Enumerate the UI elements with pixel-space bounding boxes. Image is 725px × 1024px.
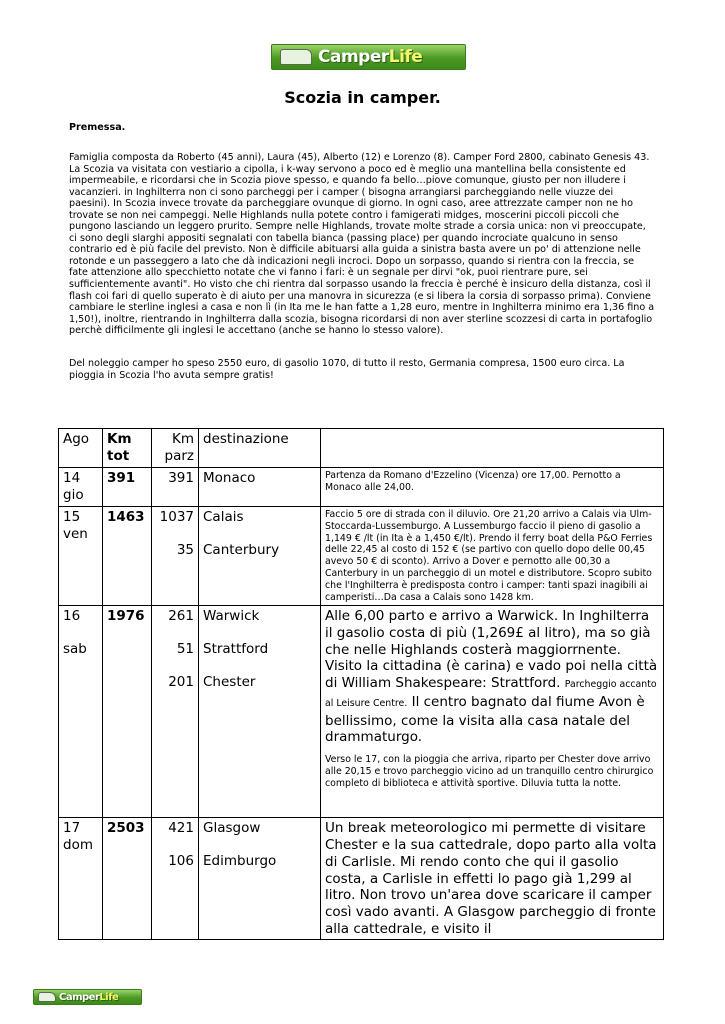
- cell-ago: 17 dom: [59, 818, 103, 940]
- cell-km-tot: 1463: [103, 507, 152, 606]
- table-row: [59, 507, 664, 606]
- camper-van-icon: [38, 992, 56, 1002]
- header-km-tot: Km tot: [103, 429, 152, 468]
- table-row: [59, 468, 664, 507]
- premessa-heading: Premessa.: [69, 122, 126, 133]
- costs-paragraph: Del noleggio camper ho speso 2550 euro, di gasolio 1070, di tutto il resto, Germania compresa, 1500 euro circa. La pioggia in Scozia l'ho avuta sempre gratis!: [69, 358, 625, 381]
- cell-km-parz: 391: [152, 468, 199, 507]
- cell-note: Partenza da Romano d'Ezzelino (Vicenza) ore 17,00. Pernotto a Monaco alle 24,00.: [321, 468, 664, 507]
- cell-destinazione: Warwick Strattford Chester: [199, 606, 321, 818]
- cell-note: Faccio 5 ore di strada con il diluvio. Ore 21,20 arrivo a Calais via Ulm-Stoccarda-Lussemburgo. A Lussemburgo faccio il pieno di gasolio a 1,149 € /lt (in Ita è a 1,450 €/lt). Prendo il ferry boat della P&O Ferries delle 22,45 al costo di 152 € (se partivo con quello dopo delle 00,45 avevo 50 € di sconto). Arrivo a Dover e pernotto alle 00,30 a Canterbury in un parcheggio di un motel e distributore. Scopro subito che l'Inghilterra è predisposta contro i camper: tanti spazi inagibili ai camperisti…Da casa a Calais sono 1428 km.: [321, 507, 664, 606]
- camperlife-logo: [271, 44, 466, 70]
- table-row: [59, 818, 664, 940]
- cell-km-parz: 421 106: [152, 818, 199, 940]
- logo-text: CamperLife: [318, 47, 423, 67]
- cell-destinazione: Monaco: [199, 468, 321, 507]
- header-ago: Ago: [59, 429, 103, 468]
- cell-km-tot: 2503: [103, 818, 152, 940]
- cell-destinazione: Glasgow Edimburgo: [199, 818, 321, 940]
- table-header-row: [59, 429, 664, 468]
- cell-note: Alle 6,00 parto e arrivo a Warwick. In Inghilterra il gasolio costa di più (1,269£ al litro), ma so già che nelle Highlands costerà maggiorrnente. Visito la cittadina (è carina) e vado poi nella città di William Shakespeare: Strattford. Parcheggio accanto al Leisure Centre. Il centro bagnato dal fiume Avon è bellissimo, come la visita alla casa natale del drammaturgo. Verso le 17, con la pioggia che arriva, riparto per Chester dove arrivo alle 20,15 e trovo parcheggio vicino ad un tranquillo centro chirurgico completo di biblioteca e attività sportive. Diluvia tutta la notte.: [321, 606, 664, 818]
- cell-note: Un break meteorologico mi permette di visitare Chester e la sua cattedrale, dopo parto alla volta di Carlisle. Mi rendo conto che qui il gasolio costa, a Carlisle in effetti lo pago già 1,299 al litro. Non trovo un'area dove scaricare il camper così vado avanti. A Glasgow parcheggio di fronte alla cattedrale, e visito il: [321, 818, 664, 940]
- footer-logo-text: CamperLife: [59, 991, 119, 1003]
- cell-ago: 16 sab: [59, 606, 103, 818]
- cell-ago: 14 gio: [59, 468, 103, 507]
- cell-km-tot: 1976: [103, 606, 152, 818]
- header-km-parz: Km parz: [152, 429, 199, 468]
- cell-km-parz: 261 51 201: [152, 606, 199, 818]
- camper-van-icon: [280, 49, 312, 65]
- cell-km-tot: 391: [103, 468, 152, 507]
- camperlife-footer-logo: [33, 989, 142, 1005]
- table-row: [59, 606, 664, 818]
- header-note: [321, 429, 664, 468]
- header-destinazione: destinazione: [199, 429, 321, 468]
- cell-km-parz: 1037 35: [152, 507, 199, 606]
- cell-destinazione: Calais Canterbury: [199, 507, 321, 606]
- cell-ago: 15 ven: [59, 507, 103, 606]
- intro-paragraph: Famiglia composta da Roberto (45 anni), Laura (45), Alberto (12) e Lorenzo (8). Camper Ford 2800, cabinato Genesis 43. La Scozia va visitata con vestiario a cipolla, i k-way servono a poco ed è meglio una mantellina bella consistente ed impermeabile, e ricordarsi che in Scozia piove spesso, e quando fa bello…piove comunque, giusto per non illudere i vacanzieri. in Inghilterra non ci sono parcheggi per i camper ( bisogna arrangiarsi parcheggiando nelle viuzze dei paesini). In Scozia invece trovate da parcheggiare ovunque di giorno. In ogni caso, aree attrezzate camper non ne ho trovate se non nei campeggi. Nelle Highlands nulla potete contro i famigerati midges, moscerini piccoli piccoli che pungono lasciando un leggero prurito. Sempre nelle Highlands, trovate molte strade a corsia unica: non vi preoccupate, ci sono degli slarghi appositi segnalati con tabella bianca (passing place) per quando incrociate qualcuno in senso contrario ed è più facile del previsto. Non è difficile abituarsi alla guida a sinistra basta avere un po' di attenzione nelle rotonde e un passeggero a lato che dà indicazioni negli incroci. Dopo un sorpasso, quando si rientra con la freccia, se fate attenzione allo specchietto notate che vi fanno i fari: è un segnale per dirvi "ok, puoi rientrare pure, sei sufficientemente avanti". Ho visto che chi rientra dal sorpasso usando la freccia è perché è insicuro della distanza, così il flash coi fari di quello superato è di aiuto per una manovra in sicurezza (e si libera la corsia di sorpasso prima). Conviene cambiare le sterline inglesi a casa e non lì (in Ita me le han fatte a 1,28 euro, mentre in Inghilterra minimo era 1,36 fino a 1,50!), inoltre, rientrando in Inghilterra dalla scozia, bisogna ricordarsi di non aver sterline scozzesi di carta in portafoglio perchè difficilmente gli inglesi le accettano (anche se hanno lo stesso valore).: [69, 152, 655, 337]
- itinerary-table: [58, 428, 664, 940]
- page-title: Scozia in camper.: [284, 88, 441, 107]
